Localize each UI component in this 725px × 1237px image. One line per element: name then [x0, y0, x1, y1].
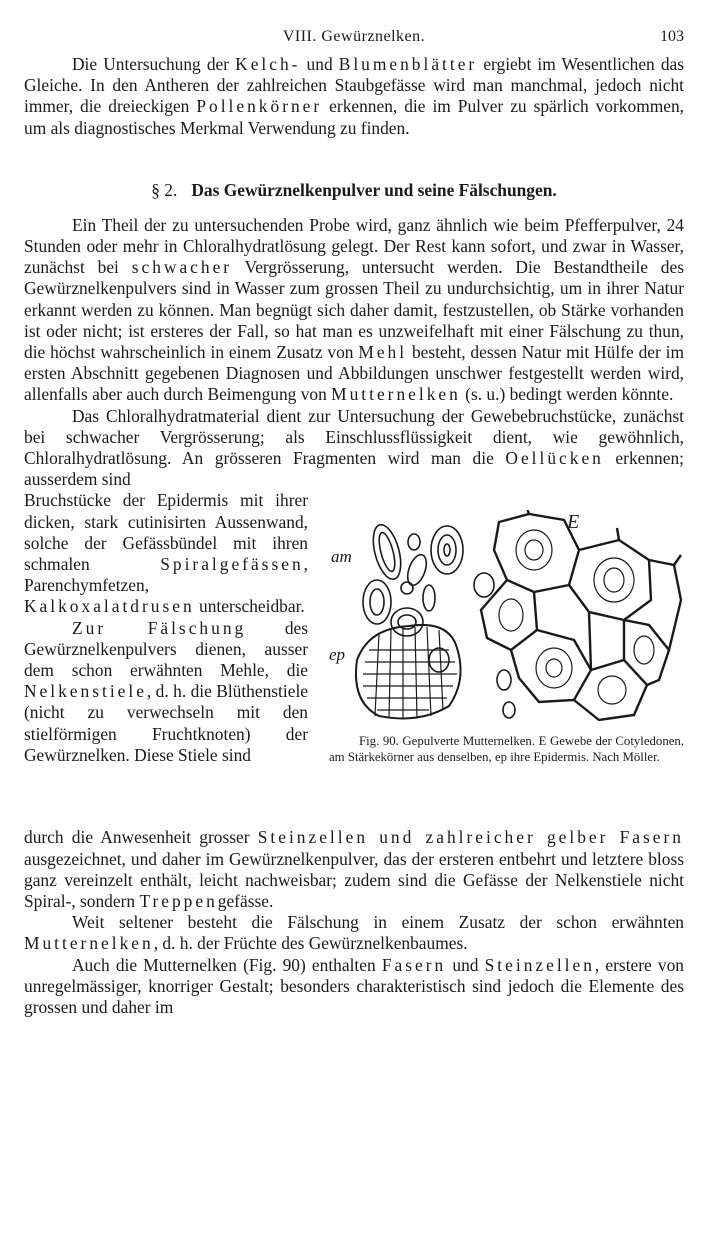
book-page [24, 28, 684, 1018]
running-header [24, 28, 684, 54]
text: ausgezeichnet, und daher im Gewürznelkenpulver, das der ersteren entbehrt und letztere bloss ganz vereinzelt enthält, leicht nachweisbar; zudem sind die Gefässe der Nelkenstiele nicht Spiral-, sondern [24, 848, 684, 912]
text: erkennen, die im Pulver zu spärlich vorkommen, um als diagnostisches Merkmal Verwendung zu finden. [24, 96, 685, 138]
paragraph-4-continued [24, 827, 684, 912]
text: erkennen; ausserdem sind [24, 448, 684, 490]
text: Vergrösserung, untersucht werden. Die Bestandtheile des Gewürznelkenpulvers sind in Wasser zum grossen Theil zu undurchsichtig, um in ihrer Natur erkannt werden zu können. Man begnügt sich daher damit, festzustellen, ob Stärke vorhanden ist oder nicht; ist ersteres der Fall, so hat man es unzweifelhaft mit einer Fälschung zu thun, die höchst wahrscheinlich in einem Zusatz von [24, 257, 684, 363]
text: durch die Anwesenheit grosser [24, 827, 258, 848]
text: , Parenchymfetzen, [24, 554, 308, 596]
text: , d. h. der Früchte des Gewürznelkenbaumes. [153, 933, 468, 954]
spaced-term: Kelch- [235, 54, 301, 74]
epidermis-fragment [356, 625, 461, 719]
paragraph-2 [24, 215, 684, 406]
spaced-term: Kalkoxalatdrusen [24, 596, 195, 617]
section-title: Das Gewürznelkenpulver und seine Fälschungen. [191, 179, 557, 200]
spaced-term: Mutternelken [24, 933, 154, 954]
text: gefässe. [217, 891, 274, 912]
text: des Gewürznelkenpulvers dienen, ausser dem schon erwähnten Mehle, die [24, 617, 309, 681]
text: ergiebt im Wesentlichen das Gleiche. In den Antheren der zahlreichen Staubgefässe wird man manchmal, jedoch nicht immer, die dreieckigen [24, 54, 685, 117]
figure-90-illustration [329, 510, 684, 728]
chapter-title: VIII. Gewürznelken. [282, 28, 426, 45]
spaced-term: Blumenblätter [338, 54, 478, 74]
spaced-term: Steinzellen [484, 954, 595, 975]
text: Auch die Mutternelken (Fig. 90) enthalten [72, 954, 382, 975]
spaced-term: Spiralgefässen [160, 554, 304, 575]
spaced-term: schwacher [131, 257, 233, 278]
text: und [446, 954, 485, 975]
text: Weit seltener besteht die Fälschung in einem Zusatz der schon erwähnten [72, 912, 684, 933]
label-E: E [567, 511, 580, 534]
spaced-term: Mutternelken [331, 384, 461, 405]
text: Die Untersuchung der [72, 54, 236, 74]
page-number: 103 [660, 28, 684, 45]
wrapped-text-column [24, 490, 308, 766]
spaced-term: Steinzellen und zahlreicher gelber Fasern [257, 827, 684, 848]
text: (s. u.) bedingt werden könnte. [460, 384, 674, 405]
figure-block [24, 490, 684, 827]
paragraph-3-continued [24, 490, 308, 617]
spaced-term: Zur Fälschung [72, 617, 247, 638]
text: , erstere von unregelmässiger, knorriger Gestalt; besonders charakteristisch sind jedoch die Elemente des grossen und daher im [24, 954, 685, 1018]
text: und [300, 54, 339, 74]
text: Das Chloralhydratmaterial dient zur Untersuchung der Gewebebruchstücke, zunächst bei schwacher Vergrösserung; als Einschlussflüssigkeit dient, wie gewöhnlich, Chloralhydratlösung. An grösseren Fragmenten wird man die [24, 405, 684, 469]
paragraph-6 [24, 955, 684, 1019]
text: , d. h. die Blüthenstiele (nicht zu verwechseln mit den stielförmigen Fruchtknoten) der Gewürznelken. Diese Stiele sind [24, 681, 308, 765]
section-number: § 2. [151, 179, 178, 200]
spaced-term: Nelkenstiele [24, 681, 147, 702]
spaced-term: Oellücken [505, 448, 604, 469]
starch-grains [363, 522, 515, 718]
spaced-term: Fasern [381, 954, 447, 975]
label-am: am [331, 547, 352, 567]
cotyledon-tissue [481, 510, 681, 720]
text: besteht, dessen Natur mit Hülfe der im ersten Abschnitt gegebenen Diagnosen und Abbildungen unschwer festgestellt werden wird, allenfalls aber auch durch Beimengung von [24, 342, 684, 405]
text: Bruchstücke der Epidermis mit ihrer dicken, stark cutinisirten Aussenwand, solche der Gefässbündel mit ihren schmalen [24, 490, 308, 575]
text: unterscheidbar. [194, 596, 305, 617]
paragraph-4 [24, 618, 308, 766]
section-heading [24, 179, 684, 201]
spaced-term: Mehl [358, 342, 408, 363]
label-ep: ep [329, 645, 346, 665]
spaced-term: Treppen [139, 891, 218, 912]
spaced-term: Pollenkörner [196, 96, 323, 117]
paragraph-5 [24, 912, 684, 954]
text: Ein Theil der zu untersuchenden Probe wird, ganz ähnlich wie beim Pfefferpulver, 24 Stunden oder mehr in Chloralhydratlösung gelegt. Der Rest kann sofort, und zwar in Wasser, zunächst bei [24, 214, 684, 278]
paragraph-1 [24, 54, 684, 139]
paragraph-3 [24, 406, 684, 491]
figure-caption: Fig. 90. Gepulverte Mutternelken. E Gewebe der Cotyledonen, am Stärkekörner aus denselben, ep ihre Epidermis. Nach Möller. [329, 734, 684, 764]
